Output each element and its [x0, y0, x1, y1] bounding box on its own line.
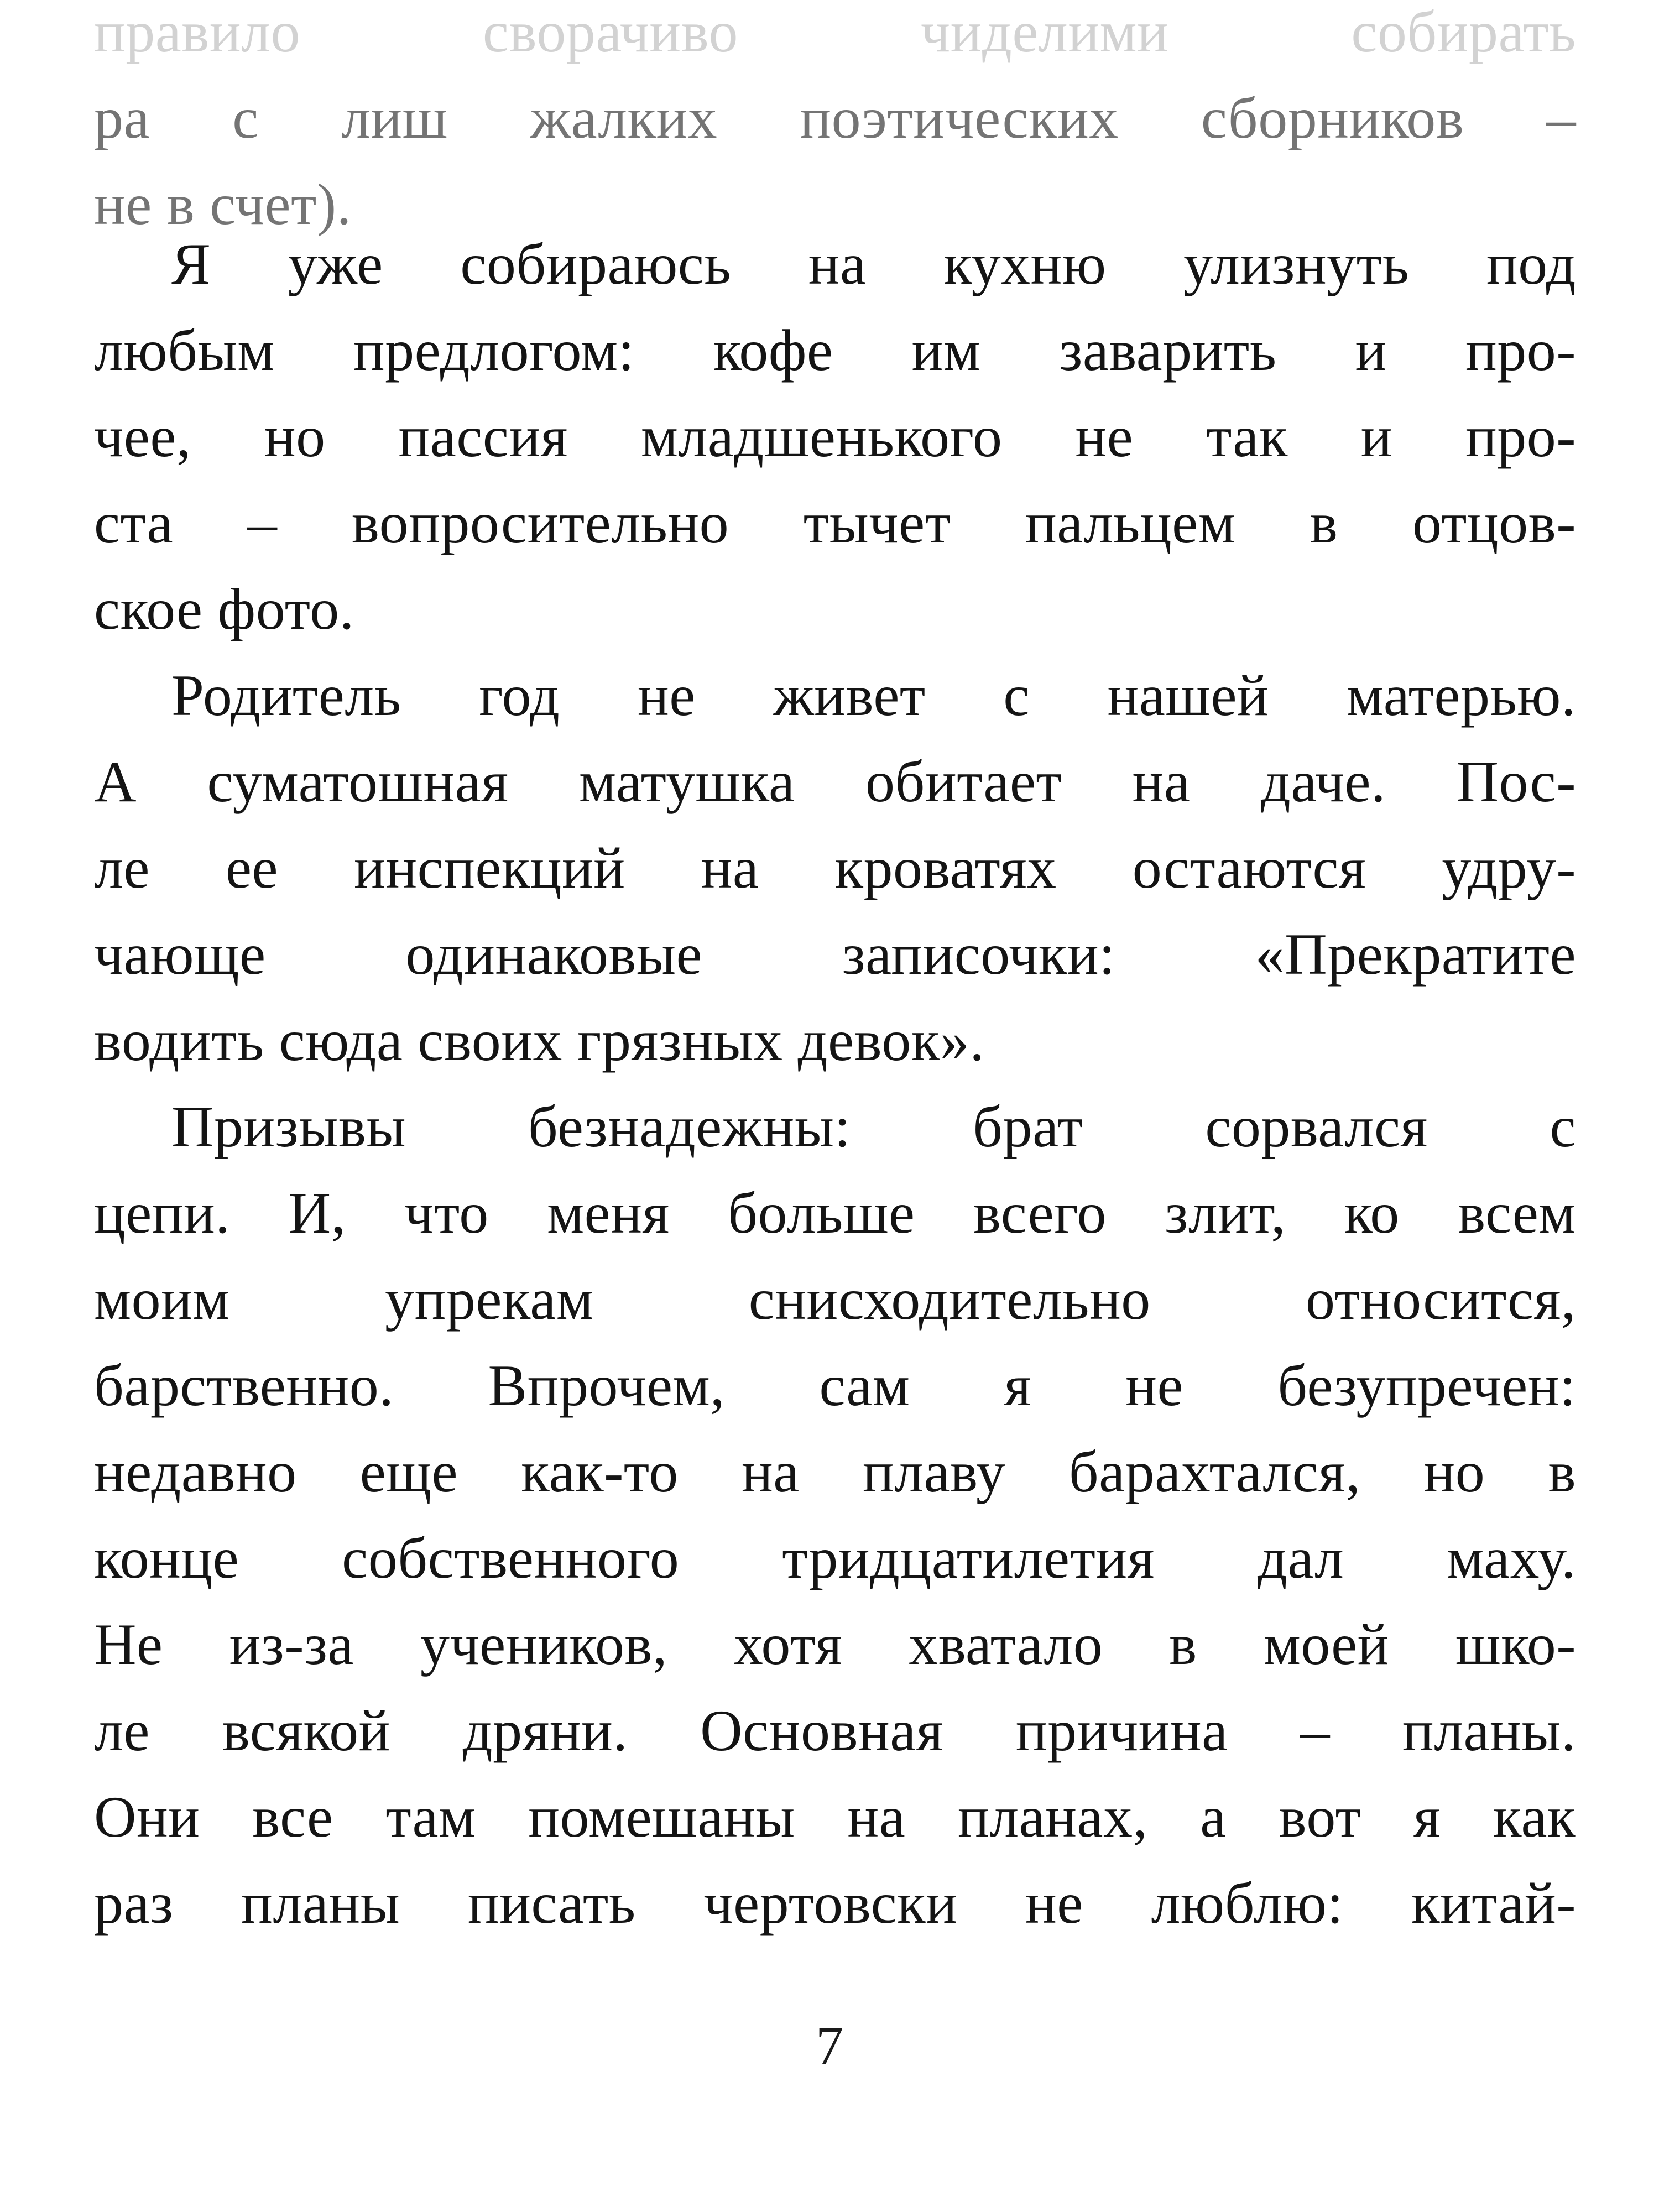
text-line: ское фото. [94, 577, 354, 641]
text-line: чающе одинаковые записочки: «Прекратите [94, 922, 1576, 987]
text-line: водить сюда своих грязных девок». [94, 1008, 985, 1073]
text-line: моим упрекам снисходительно относится, [94, 1267, 1576, 1332]
text-line: Родитель год не живет с нашей матерью. [171, 663, 1576, 728]
text-line: ле ее инспекций на кроватях остаются удру- [94, 836, 1576, 900]
fragment-line: не в счет). [94, 172, 352, 237]
text-line: любым предлогом: кофе им заварить и про- [94, 318, 1576, 383]
text-line: конце собственного тридцатилетия дал маху. [94, 1526, 1576, 1590]
previous-paragraph-fragment [94, 0, 1576, 248]
text-line: А суматошная матушка обитает на даче. Пос- [94, 749, 1576, 814]
text-line: ле всякой дряни. Основная причина – планы. [94, 1698, 1576, 1763]
text-line: цепи. И, что меня больше всего злит, ко всем [94, 1181, 1576, 1245]
text-line: Не из-за учеников, хотя хватало в моей шко- [94, 1612, 1576, 1677]
page-number: 7 [816, 2015, 843, 2077]
text-line: Они все там помешаны на планах, а вот я как [94, 1785, 1576, 1849]
fragment-line: ра с лиш жалких поэтических сборников – [94, 86, 1576, 150]
fragment-line: правило сворачиво чиделими собирать [94, 0, 1576, 64]
text-line: Я уже собираюсь на кухню улизнуть под [171, 232, 1576, 296]
text-line: барственно. Впрочем, сам я не безупречен: [94, 1353, 1576, 1418]
text-line: Призывы безнадежны: брат сорвался с [171, 1094, 1576, 1159]
text-line: чее, но пассия младшенького не так и про- [94, 404, 1576, 469]
text-line: раз планы писать чертовски не люблю: китай- [94, 1871, 1576, 1936]
text-line: ста – вопросительно тычет пальцем в отцов- [94, 491, 1576, 555]
text-line: недавно еще как-то на плаву барахтался, но в [94, 1439, 1576, 1504]
body-text [94, 221, 1576, 1947]
